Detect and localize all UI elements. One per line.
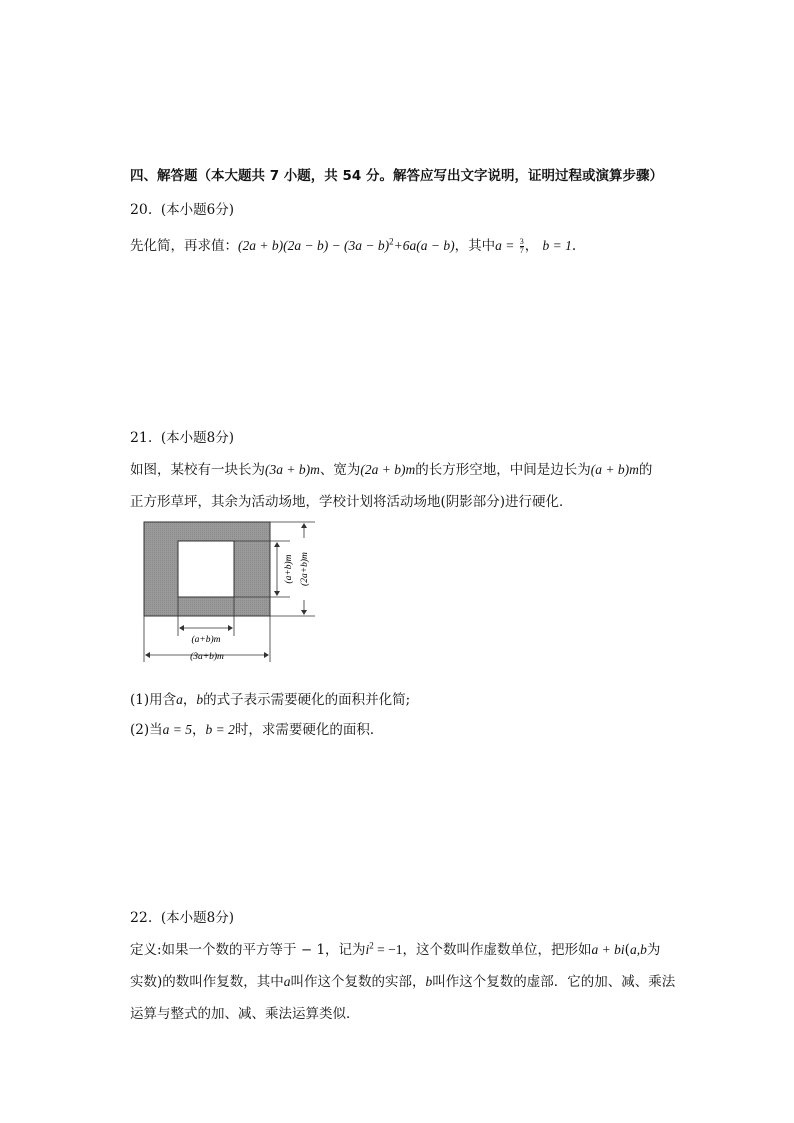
q20-a-fraction <box>520 238 524 255</box>
q22-paren: ( <box>624 942 630 958</box>
q22-line2-b: b <box>425 974 433 989</box>
q22-line2-a: a <box>283 974 291 989</box>
q20-points: (本小题6分) <box>160 202 234 218</box>
q20-prefix: 先化简，再求值： <box>130 238 238 254</box>
q20-exp: 2 <box>389 236 394 247</box>
q20-end: . <box>571 238 577 254</box>
q21-heading <box>130 426 234 446</box>
q20-statement <box>130 234 576 255</box>
q22-line1-text4: 为 <box>646 942 661 958</box>
q20-sep: ， <box>524 238 539 254</box>
q22-points: (本小题8分) <box>160 910 234 926</box>
q21-line1-text1: 如图，某校有一块长为 <box>130 462 265 478</box>
q21-line1-text4: 的 <box>638 462 653 478</box>
q21-sub2-text2: ， <box>192 722 206 738</box>
q21-points: (本小题8分) <box>160 430 234 446</box>
q22-line1-text2: ，这个数叫作虚数单位，把形如 <box>402 942 592 958</box>
q21-sub2-text1: (2)当 <box>130 722 163 738</box>
q22-line1 <box>130 938 660 958</box>
q20-a-eq: a = <box>495 238 515 253</box>
q22-line2-text2: 叫作这个复数的实部， <box>290 974 426 990</box>
label-outer-height: (2a+b)m <box>300 552 310 586</box>
q21-sub2-b-value: b = 2 <box>205 722 235 737</box>
q21-length-expr: (3a + b)m <box>265 462 320 477</box>
q21-sub1-text3: 的式子表示需要硬化的面积并化简; <box>203 692 411 708</box>
q22-eq: = −1 <box>373 942 403 957</box>
q22-line2-text3: 叫作这个复数的虚部．它的加、减、乘法 <box>432 974 676 990</box>
q22-exp: 2 <box>369 940 374 951</box>
q22-line1-text1: 定义:如果一个数的平方等于 − 1，记为 <box>130 942 366 958</box>
q21-sub1-var-b: b <box>196 692 204 707</box>
q21-sub2 <box>130 718 383 738</box>
q20-heading <box>130 198 234 218</box>
q21-number: 21. <box>130 430 153 446</box>
section-header: 四、解答题（本大题共 7 小题，共 54 分。解答应写出文字说明，证明过程或演算步骤） <box>130 168 663 184</box>
q21-line1 <box>130 458 652 478</box>
q22-ab: a,b <box>629 942 647 957</box>
q20-b-eq: b = 1 <box>542 238 572 253</box>
q21-line2: 正方形草坪，其余为活动场地，学校计划将活动场地(阴影部分)进行硬化． <box>130 494 573 510</box>
label-inner-height: (a+b)m <box>284 554 294 584</box>
q22-number: 22. <box>130 910 153 926</box>
q22-complex-form: a + bi <box>591 942 625 957</box>
label-inner-width: (a+b)m <box>191 635 221 645</box>
lawn-square <box>178 541 234 597</box>
q22-line3: 运算与整式的加、减、乘法运算类似． <box>130 1006 360 1022</box>
label-outer-width: (3a+b)m <box>190 652 224 662</box>
q21-figure <box>140 518 340 668</box>
q20-a-numerator: 3 <box>519 237 524 246</box>
q21-width-expr: (2a + b)m <box>360 462 416 477</box>
q20-a-denominator: 7 <box>519 246 524 255</box>
q21-sub2-text3: 时，求需要硬化的面积． <box>234 722 384 738</box>
q21-sub1-text2: ， <box>182 692 197 708</box>
q21-sub1-var-a: a <box>176 692 183 707</box>
q21-sub1-text1: (1)用含 <box>130 692 177 708</box>
q22-heading <box>130 906 234 926</box>
q22-i: i <box>365 942 370 957</box>
q20-mid: ，其中 <box>454 238 496 254</box>
q21-sub2-a-value: a = 5 <box>162 722 192 737</box>
q22-line2-text1: 实数)的数叫作复数，其中 <box>130 974 284 990</box>
q22-line2 <box>130 970 675 990</box>
q21-line1-text3: 的长方形空地，中间是边长为 <box>415 462 591 478</box>
q20-expr1: (2a + b)(2a − b) − (3a − b) <box>238 238 390 253</box>
q20-number: 20. <box>130 202 153 218</box>
q20-expr2: +6a(a − b) <box>393 238 455 253</box>
q21-line1-text2: 、宽为 <box>319 462 361 478</box>
q21-sub1 <box>130 688 410 708</box>
q21-side-expr: (a + b)m <box>590 462 639 477</box>
